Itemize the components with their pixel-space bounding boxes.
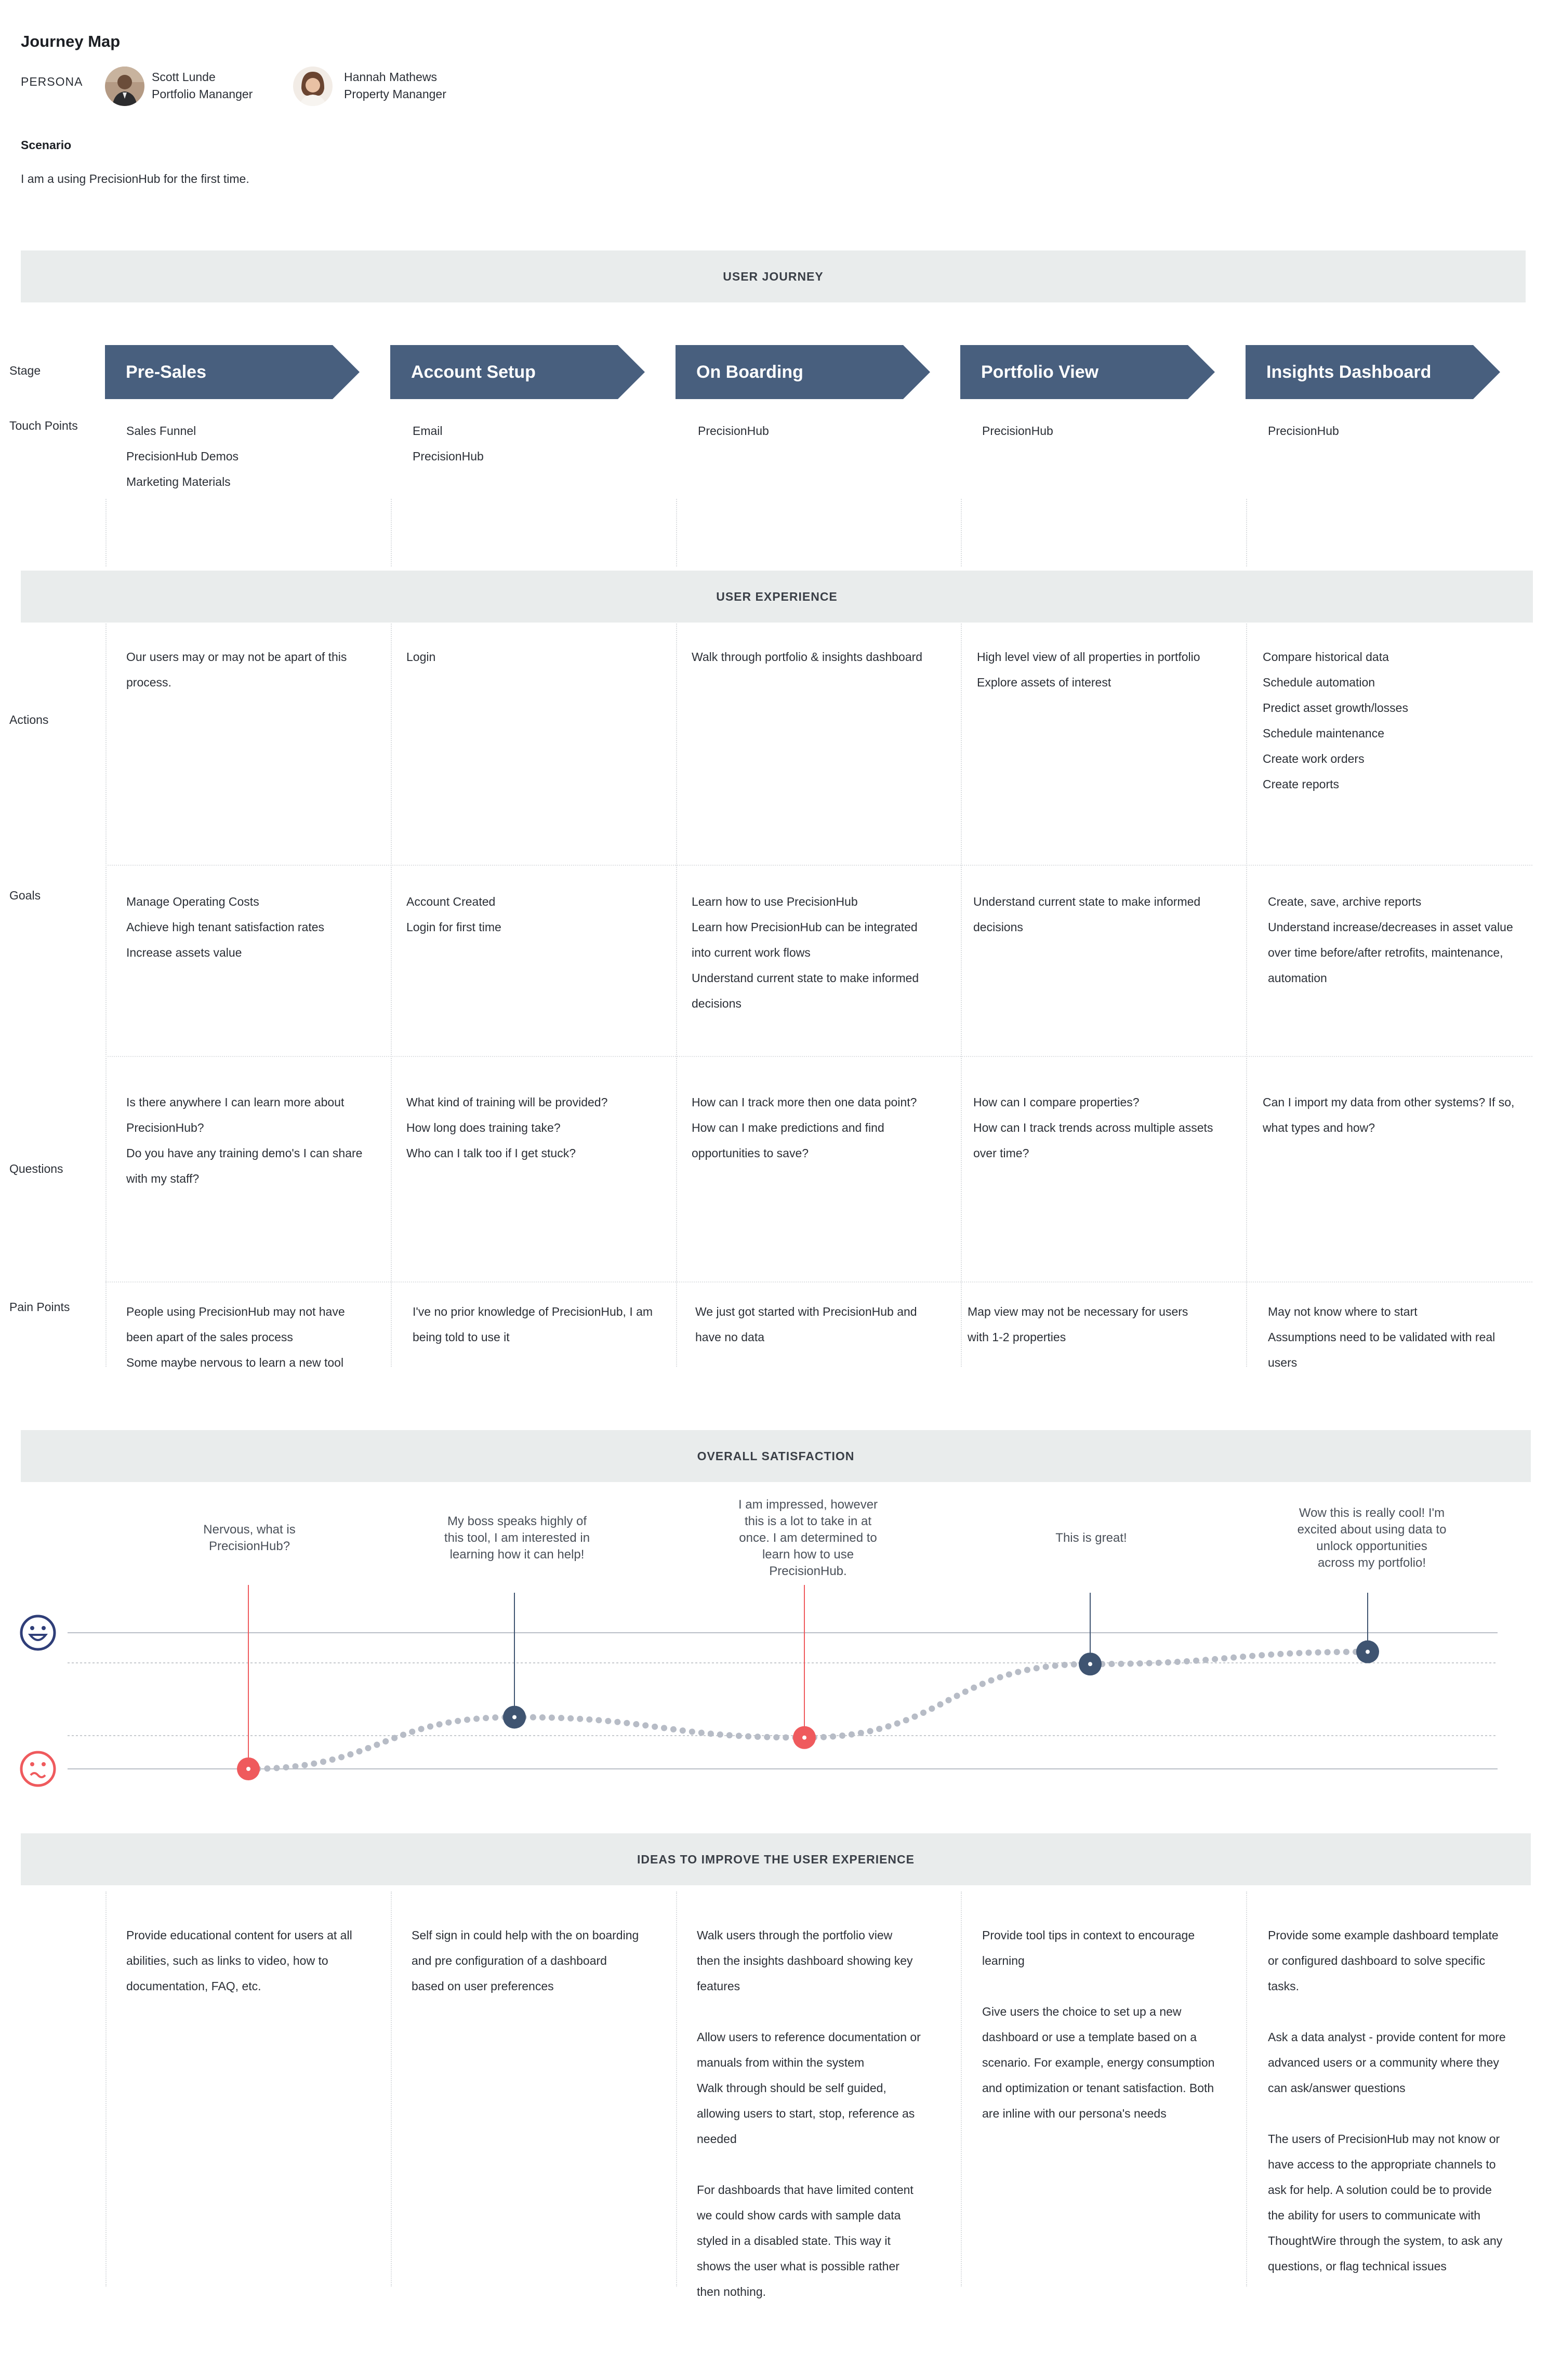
text-line: How can I track more then one data point? xyxy=(692,1095,917,1109)
row-label-questions: Questions xyxy=(9,1162,63,1175)
text-line: Our users may or may not be apart of this xyxy=(126,650,347,664)
text-line: Create work orders xyxy=(1263,752,1365,765)
stage-label: Insights Dashboard xyxy=(1266,362,1432,382)
stage-pre-sales xyxy=(105,345,360,399)
column-divider xyxy=(391,1892,392,2286)
text-line: we could show cards with sample data xyxy=(697,2209,901,2222)
row-label-pain-points: Pain Points xyxy=(9,1300,70,1314)
column-divider xyxy=(1246,624,1247,1367)
text-line: styled in a disabled state. This way it xyxy=(697,2234,891,2247)
satisfaction-point-center xyxy=(246,1767,250,1771)
text-line: over time? xyxy=(973,1146,1029,1160)
text-line: have access to the appropriate channels to xyxy=(1268,2158,1496,2171)
text-line: Schedule maintenance xyxy=(1263,726,1384,740)
row-label-stage: Stage xyxy=(9,364,41,377)
list-item: PrecisionHub xyxy=(1268,424,1339,438)
text-line: Account Created xyxy=(406,895,496,908)
column-divider xyxy=(676,1892,677,2286)
pain-points-account-setup xyxy=(413,1299,653,1350)
avatar-hannah xyxy=(293,67,333,106)
touch-points-pre-sales xyxy=(126,418,239,495)
text-line: Ask a data analyst - provide content for more xyxy=(1268,2030,1506,2044)
text-line: Explore assets of interest xyxy=(977,676,1111,689)
goals-on-boarding xyxy=(692,889,919,1016)
text-line: Allow users to reference documentation or xyxy=(697,2030,921,2044)
text-line: Map view may not be necessary for users xyxy=(968,1305,1188,1318)
actions-pre-sales xyxy=(126,644,347,695)
text-line: Learn how to use PrecisionHub xyxy=(692,895,858,908)
text-line: The users of PrecisionHub may not know or xyxy=(1268,2132,1500,2146)
text-line: Walk through portfolio & insights dashboard xyxy=(692,650,923,664)
text-line: How can I compare properties? xyxy=(973,1095,1140,1109)
text-line: Wow this is really cool! I'm xyxy=(1299,1506,1445,1520)
pain-points-portfolio-view xyxy=(968,1299,1188,1350)
text-line: across my portfolio! xyxy=(1317,1556,1426,1570)
persona-name: Hannah Mathews xyxy=(344,70,437,84)
questions-pre-sales xyxy=(126,1090,362,1192)
goals-pre-sales xyxy=(126,889,324,966)
text-line: over time before/after retrofits, maintenance, xyxy=(1268,946,1503,959)
text-line: We just got started with PrecisionHub and xyxy=(695,1305,917,1318)
idea-paragraph xyxy=(697,2025,921,2152)
text-line: Create reports xyxy=(1263,777,1340,791)
questions-on-boarding xyxy=(692,1090,917,1166)
text-line: allowing users to start, stop, reference as xyxy=(697,2107,915,2120)
text-line: Create, save, archive reports xyxy=(1268,895,1422,908)
column-divider xyxy=(391,499,392,566)
stage-label: Account Setup xyxy=(411,362,536,382)
pain-points-insights-dashboard xyxy=(1268,1299,1495,1376)
text-line: Login for first time xyxy=(406,920,501,934)
text-line: May not know where to start xyxy=(1268,1305,1418,1318)
idea-paragraph xyxy=(1268,2126,1506,2279)
column-divider xyxy=(676,624,677,1367)
text-line: Nervous, what is xyxy=(203,1523,296,1537)
section-user-experience: USER EXPERIENCE xyxy=(21,571,1533,623)
persona-role: Property Mananger xyxy=(344,87,446,101)
satisfaction-point-center xyxy=(802,1736,806,1740)
scenario-heading: Scenario xyxy=(21,138,72,152)
touch-points-account-setup xyxy=(413,418,484,469)
text-line: PrecisionHub? xyxy=(208,1539,290,1553)
text-line: How can I make predictions and find xyxy=(692,1121,884,1134)
text-line: Self sign in could help with the on boarding xyxy=(412,1928,639,1942)
persona-role: Portfolio Mananger xyxy=(152,87,253,101)
text-line: Is there anywhere I can learn more about xyxy=(126,1095,345,1109)
section-overall-satisfaction: OVERALL SATISFACTION xyxy=(21,1430,1531,1482)
text-line: with 1-2 properties xyxy=(968,1330,1066,1344)
text-line: Do you have any training demo's I can share xyxy=(126,1146,363,1160)
actions-insights-dashboard xyxy=(1263,644,1408,797)
stage-label: On Boarding xyxy=(696,362,803,382)
text-line: How can I track trends across multiple assets xyxy=(973,1121,1213,1134)
text-line: opportunities to save? xyxy=(692,1146,809,1160)
text-line: Predict asset growth/losses xyxy=(1263,701,1408,715)
text-line: ask for help. A solution could be to provide xyxy=(1268,2183,1492,2197)
row-divider xyxy=(105,865,1532,866)
text-line: based on user preferences xyxy=(412,1979,554,1993)
actions-portfolio-view xyxy=(977,644,1200,695)
satisfaction-quote-pre-sales xyxy=(171,1522,327,1555)
text-line: Compare historical data xyxy=(1263,650,1389,664)
questions-account-setup xyxy=(406,1090,607,1166)
idea-paragraph xyxy=(697,2177,921,2305)
text-line: This is great! xyxy=(1055,1531,1127,1545)
text-line: abilities, such as links to video, how to xyxy=(126,1954,328,1967)
list-item: Marketing Materials xyxy=(126,475,231,488)
idea-paragraph xyxy=(697,1923,921,1999)
text-line: People using PrecisionHub may not have xyxy=(126,1305,345,1318)
satisfaction-quote-account-setup xyxy=(426,1513,608,1563)
text-line: the ability for users to communicate with xyxy=(1268,2209,1481,2222)
text-line: decisions xyxy=(973,920,1023,934)
text-line: Schedule automation xyxy=(1263,676,1375,689)
text-line: For dashboards that have limited content xyxy=(697,2183,914,2197)
row-label-actions: Actions xyxy=(9,713,49,726)
text-line: learning how it can help! xyxy=(449,1548,585,1562)
questions-insights-dashboard xyxy=(1263,1090,1514,1141)
text-line: I am impressed, however xyxy=(738,1498,878,1512)
text-line: documentation, FAQ, etc. xyxy=(126,1979,261,1993)
row-divider xyxy=(105,1281,1532,1282)
text-line: been apart of the sales process xyxy=(126,1330,293,1344)
text-line: shows the user what is possible rather xyxy=(697,2259,899,2273)
list-item: PrecisionHub Demos xyxy=(126,449,239,463)
satisfaction-quote-on-boarding xyxy=(720,1497,896,1580)
ideas-pre-sales xyxy=(126,1923,352,2025)
text-line: this is a lot to take in at xyxy=(744,1514,872,1528)
text-line: Understand current state to make informed xyxy=(973,895,1201,908)
idea-paragraph xyxy=(1268,1923,1506,1999)
text-line: Walk through should be self guided, xyxy=(697,2081,886,2095)
satisfaction-point-center xyxy=(1088,1662,1092,1666)
pain-points-on-boarding xyxy=(695,1299,917,1350)
page-title: Journey Map xyxy=(21,32,121,50)
ideas-account-setup xyxy=(412,1923,639,2025)
scenario-text: I am a using PrecisionHub for the first time. xyxy=(21,172,249,186)
list-item: Email xyxy=(413,424,443,438)
text-line: process. xyxy=(126,676,171,689)
text-line: automation xyxy=(1268,971,1327,985)
idea-paragraph xyxy=(982,1999,1214,2126)
text-line: and optimization or tenant satisfaction. Both xyxy=(982,2081,1214,2095)
text-line: manuals from within the system xyxy=(697,2056,865,2069)
stage-insights-dashboard xyxy=(1246,345,1500,399)
text-line: PrecisionHub. xyxy=(769,1564,847,1578)
text-line: this tool, I am interested in xyxy=(444,1531,590,1545)
goals-portfolio-view xyxy=(973,889,1200,940)
text-line: High level view of all properties in portfolio xyxy=(977,650,1200,664)
questions-portfolio-view xyxy=(973,1090,1213,1166)
goals-insights-dashboard xyxy=(1268,889,1513,991)
list-item: PrecisionHub xyxy=(698,424,769,438)
text-line: learn how to use xyxy=(762,1548,854,1562)
text-line: Provide some example dashboard template xyxy=(1268,1928,1499,1942)
goals-account-setup xyxy=(406,889,501,940)
list-item: PrecisionHub xyxy=(982,424,1053,438)
row-label-touch-points: Touch Points xyxy=(9,419,78,432)
text-line: My boss speaks highly of xyxy=(447,1514,587,1528)
persona-scott xyxy=(152,69,253,103)
list-item: Sales Funnel xyxy=(126,424,196,438)
text-line: or configured dashboard to solve specific xyxy=(1268,1954,1486,1967)
satisfaction-quote-insights-dashboard xyxy=(1283,1505,1460,1571)
ideas-insights-dashboard xyxy=(1268,1923,1506,2305)
text-line: Achieve high tenant satisfaction rates xyxy=(126,920,325,934)
text-line: Assumptions need to be validated with real xyxy=(1268,1330,1495,1344)
text-line: tasks. xyxy=(1268,1979,1300,1993)
section-ideas: IDEAS TO IMPROVE THE USER EXPERIENCE xyxy=(21,1833,1531,1885)
text-line: once. I am determined to xyxy=(739,1531,877,1545)
satisfaction-curve xyxy=(248,1652,1368,1769)
text-line: Understand current state to make informed xyxy=(692,971,919,985)
text-line: with my staff? xyxy=(126,1172,200,1185)
text-line: Understand increase/decreases in asset value xyxy=(1268,920,1513,934)
text-line: What kind of training will be provided? xyxy=(406,1095,608,1109)
avatar-scott xyxy=(105,67,144,106)
text-line: Provide educational content for users at all xyxy=(126,1928,352,1942)
touch-points-insights-dashboard xyxy=(1268,418,1339,444)
text-line: Login xyxy=(406,650,436,664)
column-divider xyxy=(105,1892,107,2286)
text-line: then the insights dashboard showing key xyxy=(697,1954,913,1967)
column-divider xyxy=(1246,499,1247,566)
idea-paragraph xyxy=(982,1923,1214,1974)
section-user-journey: USER JOURNEY xyxy=(21,250,1526,302)
text-line: Provide tool tips in context to encourage xyxy=(982,1928,1195,1942)
text-line: users xyxy=(1268,1356,1298,1369)
column-divider xyxy=(391,624,392,1367)
pain-points-pre-sales xyxy=(126,1299,345,1376)
column-divider xyxy=(1246,1892,1247,2286)
column-divider xyxy=(961,499,962,566)
column-divider xyxy=(676,499,677,566)
text-line: Learn how PrecisionHub can be integrated xyxy=(692,920,918,934)
text-line: ThoughtWire through the system, to ask any xyxy=(1268,2234,1503,2247)
text-line: decisions xyxy=(692,997,742,1010)
text-line: Who can I talk too if I get stuck? xyxy=(406,1146,576,1160)
text-line: Walk users through the portfolio view xyxy=(697,1928,893,1942)
column-divider xyxy=(961,624,962,1367)
text-line: advanced users or a community where they xyxy=(1268,2056,1499,2069)
actions-on-boarding xyxy=(692,644,922,670)
satisfaction-quote-portfolio-view xyxy=(1013,1530,1169,1546)
text-line: scenario. For example, energy consumption xyxy=(982,2056,1215,2069)
satisfaction-point-center xyxy=(512,1715,517,1719)
text-line: learning xyxy=(982,1954,1025,1967)
text-line: Give users the choice to set up a new xyxy=(982,2005,1182,2018)
stage-on-boarding xyxy=(676,345,930,399)
row-divider xyxy=(105,1056,1532,1057)
touch-points-on-boarding xyxy=(698,418,769,444)
text-line: needed xyxy=(697,2132,737,2146)
persona-label: PERSONA xyxy=(21,75,83,88)
list-item: PrecisionHub xyxy=(413,449,484,463)
text-line: Manage Operating Costs xyxy=(126,895,259,908)
text-line: PrecisionHub? xyxy=(126,1121,204,1134)
text-line: then nothing. xyxy=(697,2285,766,2298)
text-line: excited about using data to xyxy=(1297,1523,1447,1537)
row-label-goals: Goals xyxy=(9,889,41,902)
persona-name: Scott Lunde xyxy=(152,70,216,84)
satisfaction-point-center xyxy=(1366,1650,1370,1654)
column-divider xyxy=(961,1892,962,2286)
persona-hannah xyxy=(344,69,446,103)
text-line: what types and how? xyxy=(1263,1121,1375,1134)
ideas-on-boarding xyxy=(697,1923,921,2330)
idea-paragraph xyxy=(126,1923,352,1999)
text-line: features xyxy=(697,1979,740,1993)
sad-face-icon xyxy=(21,1752,55,1786)
text-line: I've no prior knowledge of PrecisionHub, I am xyxy=(413,1305,653,1318)
text-line: have no data xyxy=(695,1330,765,1344)
stage-label: Pre-Sales xyxy=(126,362,206,382)
column-divider xyxy=(105,624,107,1367)
text-line: unlock opportunities xyxy=(1316,1539,1427,1553)
text-line: into current work flows xyxy=(692,946,811,959)
ideas-portfolio-view xyxy=(982,1923,1214,2152)
text-line: Increase assets value xyxy=(126,946,242,959)
touch-points-portfolio-view xyxy=(982,418,1053,444)
text-line: Some maybe nervous to learn a new tool xyxy=(126,1356,344,1369)
text-line: Can I import my data from other systems? If so, xyxy=(1263,1095,1515,1109)
column-divider xyxy=(105,499,107,566)
text-line: dashboard or use a template based on a xyxy=(982,2030,1197,2044)
text-line: and pre configuration of a dashboard xyxy=(412,1954,607,1967)
stage-label: Portfolio View xyxy=(981,362,1099,382)
stage-account-setup xyxy=(390,345,645,399)
text-line: being told to use it xyxy=(413,1330,510,1344)
text-line: questions, or flag technical issues xyxy=(1268,2259,1447,2273)
happy-face-icon xyxy=(21,1616,55,1649)
idea-paragraph xyxy=(412,1923,639,1999)
actions-account-setup xyxy=(406,644,435,670)
satisfaction-chart xyxy=(0,1580,1562,1788)
idea-paragraph xyxy=(1268,2025,1506,2101)
text-line: are inline with our persona's needs xyxy=(982,2107,1167,2120)
text-line: How long does training take? xyxy=(406,1121,561,1134)
stage-portfolio-view xyxy=(960,345,1215,399)
text-line: can ask/answer questions xyxy=(1268,2081,1406,2095)
